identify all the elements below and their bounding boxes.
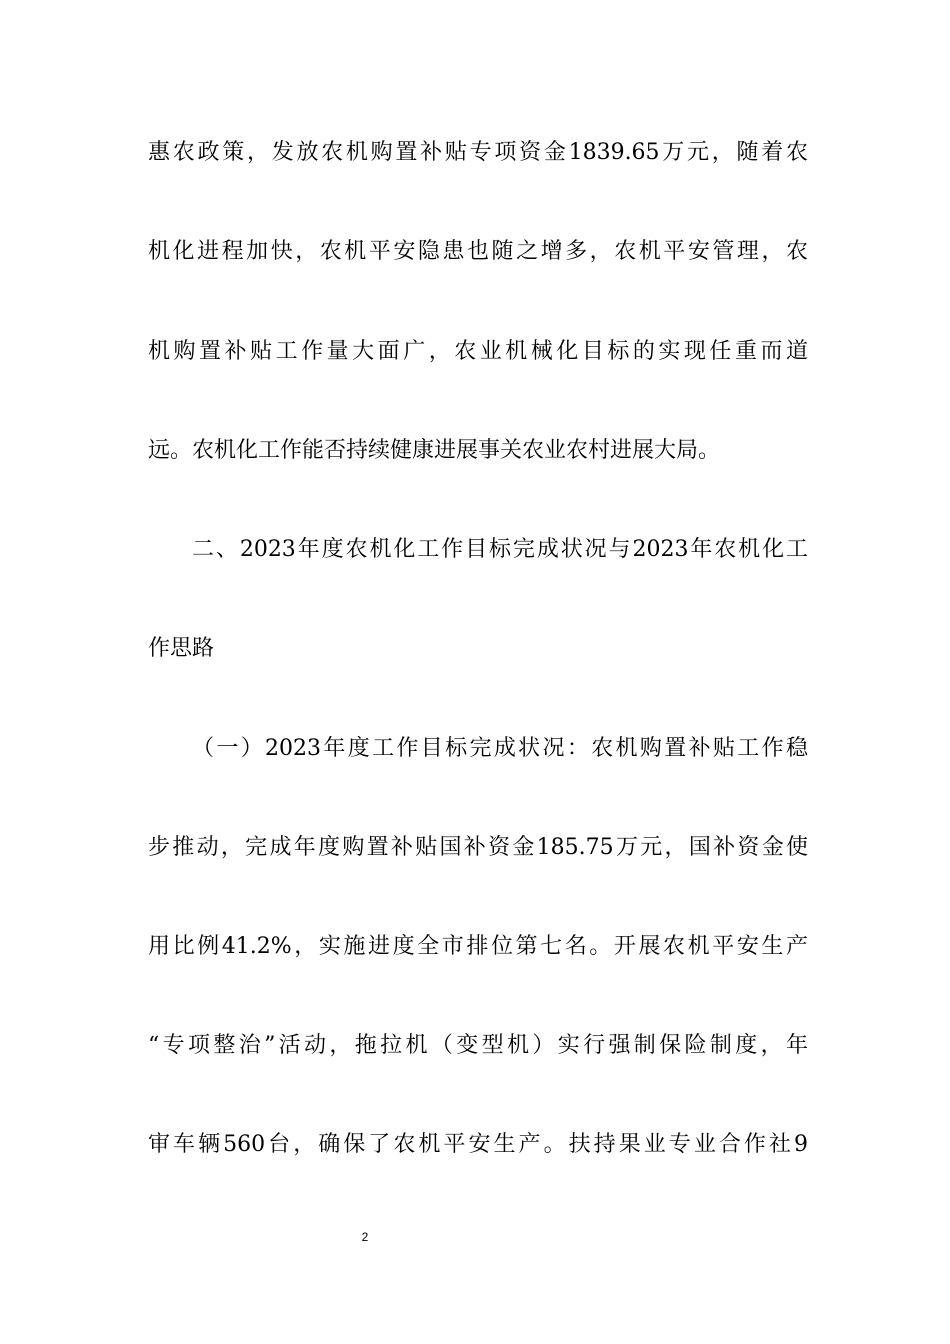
paragraph-line: 机购置补贴工作量大面广，农业机械化目标的实现任重而道 xyxy=(148,339,808,364)
paragraph-line: 用比例41.2%，实施进度全市排位第七名。开展农机平安生产 xyxy=(148,934,808,959)
page-number: 2 xyxy=(361,1230,369,1244)
paragraph-line: 惠农政策，发放农机购置补贴专项资金1839.65万元，随着农 xyxy=(148,140,808,165)
paragraph-line: 审车辆560台，确保了农机平安生产。扶持果业专业合作社9 xyxy=(148,1132,808,1157)
section-heading-line: 作思路 xyxy=(148,636,215,661)
paragraph-line: （一）2023年度工作目标完成状况：农机购置补贴工作稳 xyxy=(192,736,808,761)
paragraph-line: “专项整治”活动，拖拉机（变型机）实行强制保险制度，年 xyxy=(148,1033,808,1058)
paragraph-line: 远。农机化工作能否持续健康进展事关农业农村进展大局。 xyxy=(148,438,721,463)
section-heading-line: 二、2023年度农机化工作目标完成状况与2023年农机化工 xyxy=(192,537,808,562)
paragraph-line: 机化进程加快，农机平安隐患也随之增多，农机平安管理，农 xyxy=(148,239,808,264)
paragraph-line: 步推动，完成年度购置补贴国补资金185.75万元，国补资金使 xyxy=(148,835,808,860)
